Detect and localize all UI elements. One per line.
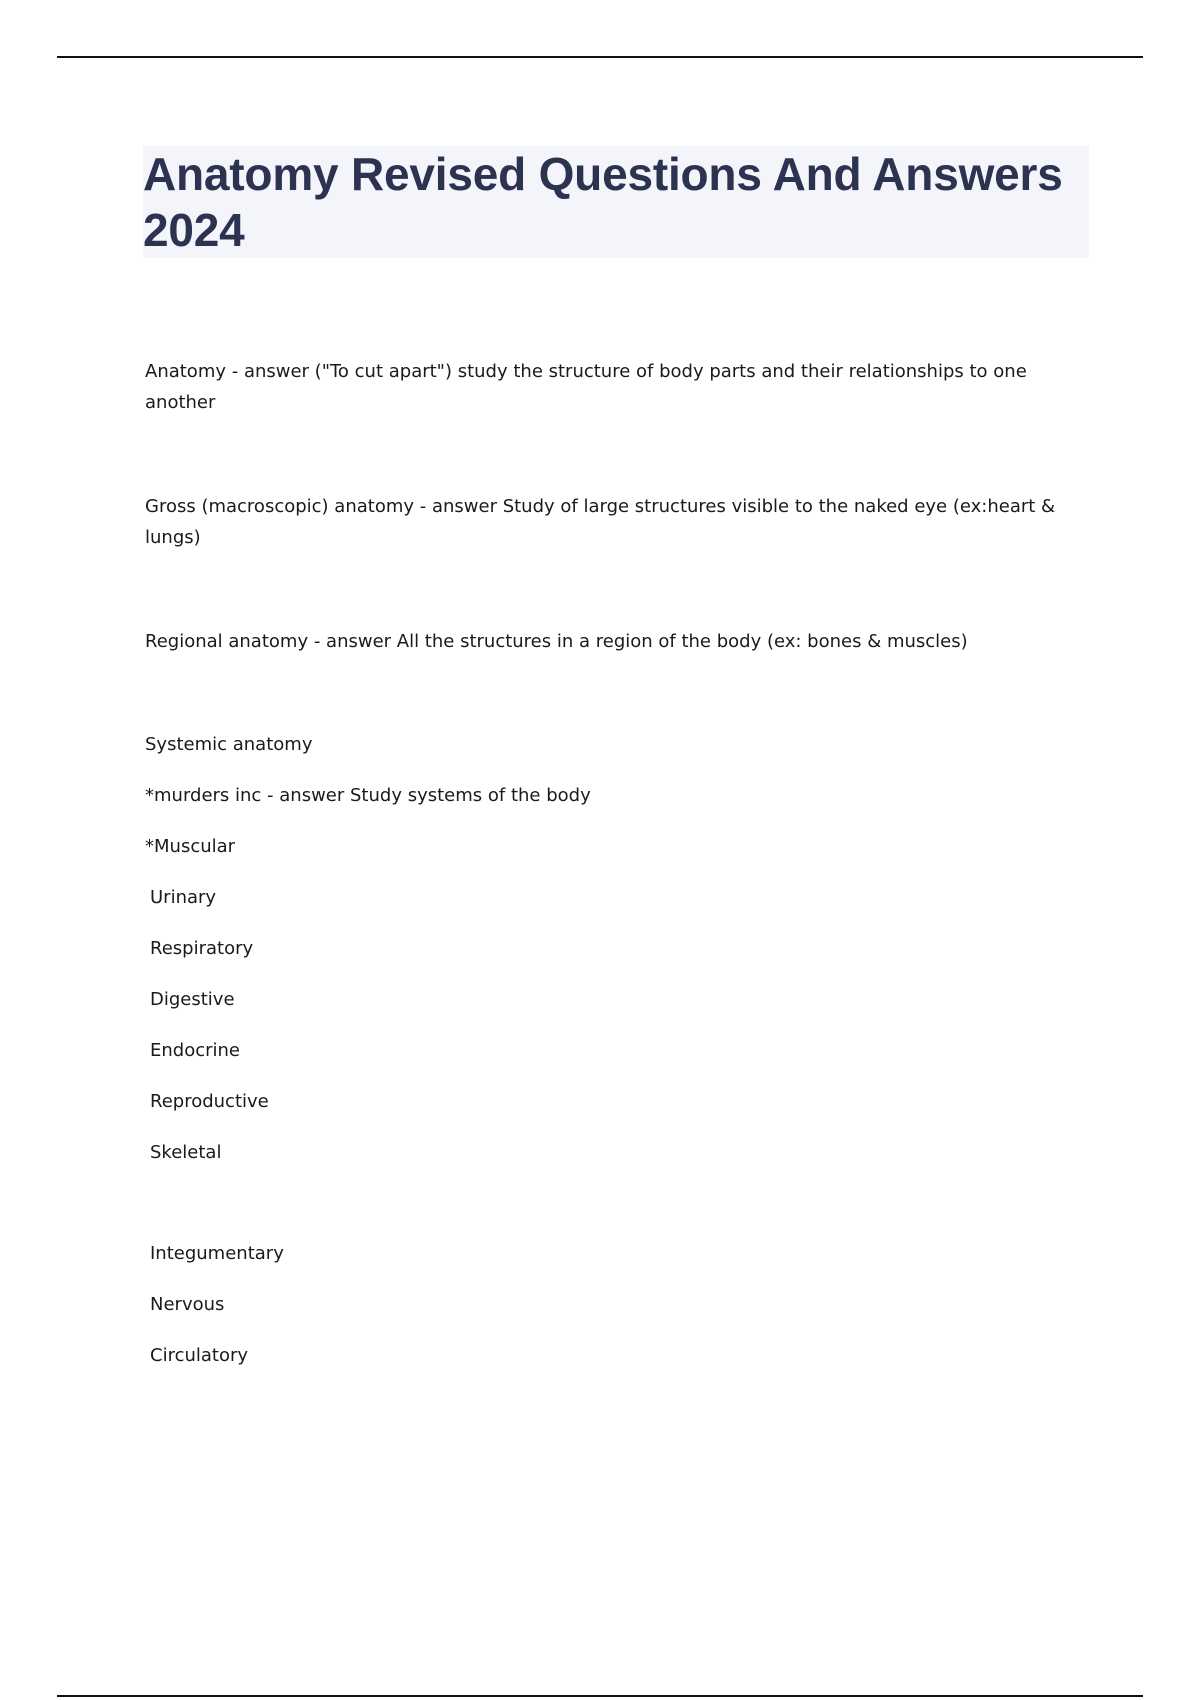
system-item-circulatory: Circulatory: [150, 1345, 249, 1366]
top-rule: [57, 56, 1143, 58]
systemic-anatomy-section: [145, 729, 1065, 1391]
system-item-endocrine: Endocrine: [150, 1040, 240, 1061]
qa-entry-regional-anatomy: Regional anatomy - answer All the structures in a region of the body (ex: bones & muscles): [145, 631, 968, 652]
system-item-nervous: Nervous: [150, 1294, 225, 1315]
systemic-heading: Systemic anatomy: [145, 734, 313, 755]
qa-entry-anatomy: Anatomy - answer ("To cut apart") study the structure of body parts and their relationships to one another: [145, 361, 1027, 413]
qa-entry-gross-anatomy: Gross (macroscopic) anatomy - answer Study of large structures visible to the naked eye (ex:heart & lungs): [145, 496, 1056, 548]
document-body: [145, 356, 1065, 1391]
title-block: [143, 146, 1089, 258]
system-item-digestive: Digestive: [150, 989, 235, 1010]
system-item-reproductive: Reproductive: [150, 1091, 269, 1112]
systemic-answer: *murders inc - answer Study systems of the body: [145, 785, 591, 806]
list-gap: [145, 1188, 1065, 1238]
document-title: Anatomy Revised Questions And Answers 2024: [143, 148, 1063, 256]
system-item-muscular: *Muscular: [145, 836, 236, 857]
system-item-respiratory: Respiratory: [150, 938, 254, 959]
bottom-rule: [57, 1695, 1143, 1697]
system-item-integumentary: Integumentary: [150, 1243, 284, 1264]
system-item-urinary: Urinary: [150, 887, 217, 908]
system-item-skeletal: Skeletal: [150, 1142, 222, 1163]
